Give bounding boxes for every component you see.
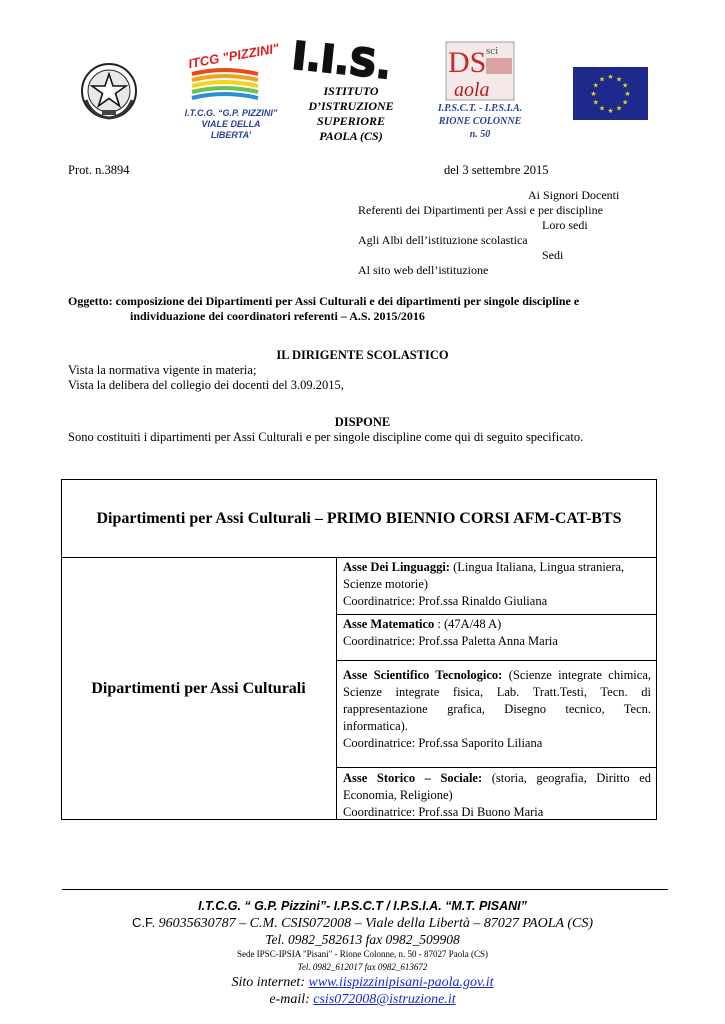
footer-sede: Sede IPSC-IPSIA "Pisani" - Rione Colonne, n. 50 - 87027 Paola (CS) (236, 949, 489, 959)
ipsct-ipsia-logo (446, 42, 514, 100)
left-label-text: Dipartimenti per Assi Culturali (91, 680, 306, 697)
addressee-line: Agli Albi dell’istituzione scolastica (358, 233, 528, 247)
asse-name: Asse Storico – Sociale: (343, 771, 483, 785)
footer-fiscal-line (0, 915, 725, 932)
pizzini-caption-line: LIBERTA’ (210, 130, 252, 140)
addressees (358, 188, 658, 278)
asse-coordinator: Coordinatrice: Prof.ssa Paletta Anna Maria (343, 634, 558, 648)
eu-star-icon: ★ (624, 90, 631, 98)
addressee-line: Referenti dei Dipartimenti per Assi e per discipline (358, 203, 603, 217)
iis-caption (296, 84, 406, 144)
website-label: Sito internet: (231, 975, 309, 990)
ipsct-caption-line: I.P.S.C.T. - I.P.S.I.A. (437, 103, 523, 114)
addressee-line: Al sito web dell’istituzione (358, 263, 489, 277)
dirigente-heading: IL DIRIGENTE SCOLASTICO (276, 348, 449, 362)
eu-star-icon: ★ (598, 75, 606, 84)
ipsct-caption (420, 102, 540, 141)
fiscal-details: 96035630787 – C.M. CSIS072008 – Viale della Libertà – 87027 PAOLA (CS) (155, 916, 593, 931)
asse-desc: : (47A/48 A) (434, 617, 502, 631)
iis-logo (288, 33, 406, 88)
eu-star-icon: ★ (590, 90, 597, 98)
asse-name: Asse Dei Linguaggi: (343, 560, 450, 574)
ipsct-caption-line: n. 50 (469, 129, 491, 140)
protocol-number: Prot. n.3894 (68, 163, 130, 177)
addressee-line: Loro sedi (542, 218, 588, 232)
asse-desc: (storia, geografia, Diritto ed Economia, Religione) (343, 771, 651, 802)
svg-text:aola: aola (454, 79, 490, 101)
italian-republic-emblem (78, 60, 140, 122)
iis-caption-line: SUPERIORE (316, 114, 386, 128)
eu-star-icon: ★ (607, 107, 614, 115)
footer-phone: Tel. 0982_582613 fax 0982_509908 (265, 932, 460, 947)
pizzini-caption-line: VIALE DELLA (201, 119, 261, 129)
email-link[interactable]: csis072008@istruzione.it (313, 992, 456, 1007)
asse-name: Asse Scientifico Tecnologico: (343, 668, 503, 682)
footer-divider (62, 889, 668, 890)
dispone-heading: DISPONE (334, 415, 391, 429)
table-row (337, 615, 657, 661)
table-row (337, 558, 657, 615)
footer-sede-phone: Tel. 0982_612017 fax 0982_613672 (297, 962, 428, 972)
pizzini-caption-line: I.T.C.G. “G.P. PIZZINI” (184, 108, 278, 118)
eu-star-icon: ★ (622, 81, 629, 90)
vista-line: Vista la delibera del collegio dei docenti del 3.09.2015, (68, 378, 344, 392)
itcg-pizzini-logo (186, 40, 281, 106)
letter-date: del 3 settembre 2015 (444, 163, 549, 177)
eu-star-icon: ★ (615, 104, 623, 113)
iis-caption-line: D’ISTRUZIONE (308, 99, 394, 113)
cf-label: C.F. (131, 915, 156, 930)
eu-star-icon: ★ (592, 98, 599, 107)
subject-line: individuazione dei coordinatori referenti – A.S. 2015/2016 (130, 309, 425, 323)
pizzini-logo-text: ITCG "PIZZINI" (187, 40, 281, 72)
table-title: Dipartimenti per Assi Culturali – PRIMO BIENNIO CORSI AFM-CAT-BTS (61, 479, 657, 558)
eu-star-icon: ★ (615, 75, 623, 84)
eu-star-icon: ★ (622, 98, 629, 107)
iis-logo-text: I.I.S. (290, 33, 394, 88)
asse-name: Asse Matematico (343, 617, 435, 631)
addressee-line: Sedi (542, 248, 564, 262)
table-left-label (61, 558, 337, 820)
subject-line: Oggetto: composizione dei Dipartimenti per Assi Culturali e dei dipartimenti per singole discipline e (68, 294, 580, 308)
website-link[interactable]: www.iispizzinipisani-paola.gov.it (308, 975, 494, 990)
email-label: e-mail: (269, 992, 314, 1007)
subject (68, 294, 658, 324)
svg-text:DS: DS (448, 46, 487, 79)
iis-caption-line: PAOLA (CS) (319, 129, 383, 143)
eu-star-icon: ★ (598, 104, 606, 113)
iis-caption-line: ISTITUTO (323, 84, 379, 98)
svg-text:sci: sci (486, 45, 499, 57)
footer-website (0, 975, 725, 991)
vista-line: Vista la normativa vigente in materia; (68, 363, 257, 377)
footer-school-name: I.T.C.G. “ G.P. Pizzini”- I.P.S.C.T / I.P.S.I.A. “M.T. PISANI” (198, 899, 527, 913)
asse-coordinator: Coordinatrice: Prof.ssa Saporito Liliana (343, 736, 543, 750)
pizzini-caption (176, 108, 286, 141)
footer-email (0, 992, 725, 1008)
asse-desc: (Scienze integrate chimica, Scienze integrate fisica, Lab. Tratt.Testi, Tecn. di rappresentazione grafica, Disegno tecnico, Tecn. informatica). (343, 668, 651, 733)
asse-coordinator: Coordinatrice: Prof.ssa Di Buono Maria (343, 805, 544, 819)
costituiti-paragraph: Sono costituiti i dipartimenti per Assi Culturali e per singole discipline come qui di seguito specificato. (68, 430, 584, 444)
eu-star-icon: ★ (592, 81, 599, 90)
table-row (337, 661, 657, 768)
asse-desc: (Lingua Italiana, Lingua straniera, Scienze motorie) (343, 560, 625, 591)
addressee-line: Ai Signori Docenti (528, 188, 620, 202)
asse-coordinator: Coordinatrice: Prof.ssa Rinaldo Giuliana (343, 594, 548, 608)
eu-star-icon: ★ (607, 73, 614, 81)
table-row (337, 768, 657, 820)
ipsct-caption-line: RIONE COLONNE (438, 116, 522, 127)
eu-flag (573, 67, 648, 120)
